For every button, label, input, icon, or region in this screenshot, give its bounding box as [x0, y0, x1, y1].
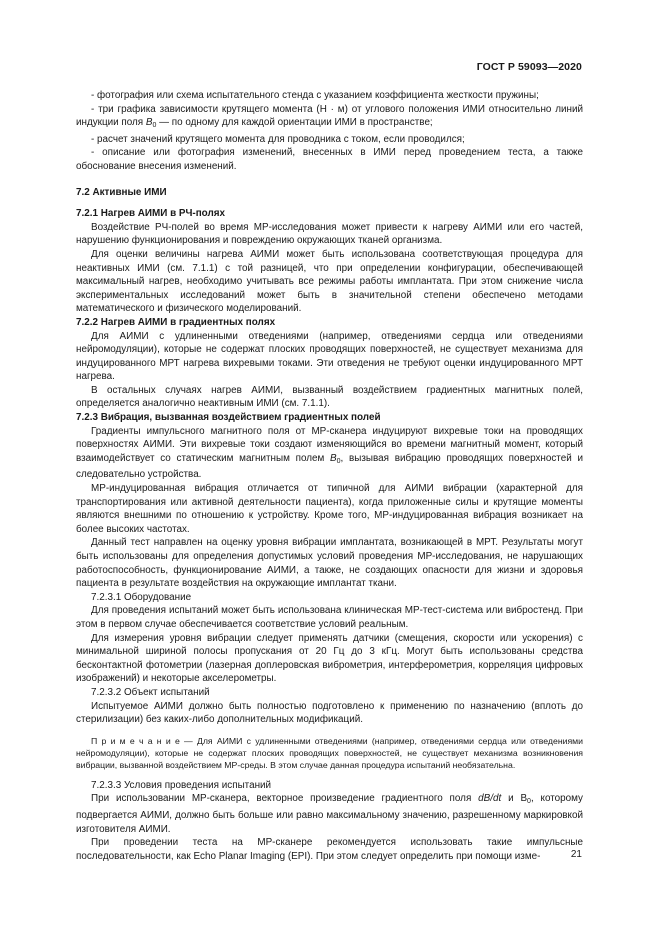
list-item: - расчет значений крутящего момента для проводника с током, если проводился;	[91, 133, 465, 145]
symbol-b: B	[145, 117, 153, 129]
symbol-zero: 0	[336, 457, 341, 465]
symbol-b: B	[330, 452, 337, 464]
subsection-heading-7-2-1: 7.2.1 Нагрев АИМИ в РЧ-полях	[76, 208, 225, 220]
paragraph: Данный тест направлен на оценку уровня вибрации имплантата, возникающей в МРТ. Результаты могут быть использованы для определения допустимых условий проведения МР-исследования, не нарушающих работоспособность, функционирование АИМИ, а также, не создающих опасности для жизни и здоровья пациента в результате воздействия на окружающие имплантат ткани.	[76, 537, 583, 590]
paragraph	[76, 425, 583, 482]
paragraph: Воздействие РЧ-полей во время МР-исследования может привести к нагреву АИМИ или его частей, нарушению функционирования и повреждению окружающих тканей организма.	[76, 221, 583, 247]
document-body	[76, 89, 583, 863]
paragraph: Испытуемое АИМИ должно быть полностью подготовлено к применению по назначению (вплоть до стерилизации) без каких-либо дополнительных модификаций.	[76, 700, 583, 726]
paragraph	[76, 792, 583, 836]
subsection-heading-7-2-3-1: 7.2.3.1 Оборудование	[91, 591, 192, 603]
paragraph: Для измерения уровня вибрации следует применять датчики (смещения, скорости или ускорения) с минимальной шириной полосы пропускания от 20 Гц до 3 кГц. Могут быть использованы средства бесконтактной фотометрии (лазерная доплеровская виброметрия, интерферометрия, корреляция цифровых изображений) и некоторые акселерометры.	[76, 632, 583, 685]
symbol-zero: 0	[527, 798, 531, 806]
paragraph: Для АИМИ с удлиненными отведениями (например, отведениями сердца или отведениями нейромодуляции), которые не содержат плоских проводящих поверхностей, не существует механизма для индуцированного МРТ нагрева вихревыми токами. Эти отведения не требуют оценки индуцированного МРТ нагрева.	[76, 330, 583, 383]
page-number: 21	[570, 849, 582, 860]
standard-header: ГОСТ Р 59093—2020	[476, 61, 582, 73]
subsection-heading-7-2-2: 7.2.2 Нагрев АИМИ в градиентных полях	[76, 316, 276, 328]
list-item: - фотография или схема испытательного стенда с указанием коэффициента жесткости пружины;	[91, 90, 539, 101]
note	[76, 735, 583, 771]
subsection-heading-7-2-3-2: 7.2.3.2 Объект испытаний	[91, 686, 210, 698]
paragraph: Для оценки величины нагрева АИМИ может быть использована соответствующая процедура для неактивных ИМИ (см. 7.1.1) с той разницей, что при определении конфигурации, обеспечивающей максимальный нагрев, необходимо учитывать все режимы работы имплантата. При этом снижение числа экспериментальных исследований может быть в значительной степени обеспечено методами математического и физического моделирований.	[76, 248, 583, 315]
section-heading-7-2: 7.2 Активные ИМИ	[76, 186, 167, 198]
note-text: Для АИМИ с удлиненными отведениями (например, отведениями сердца или отведениями нейромодуляции), которые не содержат плоских проводящих поверхностей, не существует механизма возникновения вибрации, вызванной воздействием МР-среды. В этом случае данная процедура испытаний необязательна.	[76, 735, 584, 770]
paragraph: При проведении теста на МР-сканере рекомендуется использовать такие импульсные последовательности, как Echo Planar Imaging (EPI). При этом следует определить при помощи изме-	[76, 837, 583, 862]
paragraph-text: и B	[501, 793, 528, 805]
paragraph: Для проведения испытаний может быть использована клиническая МР-тест-система или вибростенд. При этом в первом случае обеспечивается соответствие условий реальным.	[76, 605, 583, 630]
paragraph-text: , вызывая вибрацию проводящих поверхностей и следовательно устройства.	[76, 452, 583, 481]
paragraph: МР-индуцированная вибрация отличается от типичной для АИМИ вибрации (характерной для транспортирования или активной деятельности пациента), когда приложенные силы и крутящие моменты являются внешними по отношению к устройству. Кроме того, МР-индуцированная вибрация возникает на более высоких частотах.	[76, 483, 583, 535]
subsection-heading-7-2-3: 7.2.3 Вибрация, вызванная воздействием градиентных полей	[76, 412, 381, 424]
list-item-text: - три графика зависимости крутящего момента (Н · м) от углового положения ИМИ относительно линий индукции поля	[76, 103, 583, 129]
list-item-text: — по одному для каждой ориентации ИМИ в пространстве;	[159, 117, 433, 129]
symbol-zero: 0	[152, 122, 157, 130]
subsection-heading-7-2-3-3: 7.2.3.3 Условия проведения испытаний	[91, 779, 272, 791]
symbol-dbdt: dB/dt	[478, 793, 502, 805]
paragraph: В остальных случаях нагрев АИМИ, вызванный воздействием градиентных магнитных полей, определяется аналогично неактивным ИМИ (см. 7.1.1).	[76, 384, 583, 410]
paragraph-text: При использовании МР-сканера, векторное произведение градиентного поля	[91, 793, 479, 805]
paragraph-text: , которому подвергается АИМИ, должно быть больше или равно максимальному значению, разрешенному маркировкой изготовителя АИМИ.	[76, 793, 583, 835]
list-item	[76, 103, 583, 133]
note-label: П р и м е ч а н и е —	[91, 735, 197, 746]
list-item: - описание или фотография изменений, внесенных в ИМИ перед проведением теста, а также обоснование внесения изменений.	[76, 147, 583, 172]
paragraph-text: Градиенты импульсного магнитного поля от МР-сканера индуцируют вихревые токи на проводящих поверхностях АИМИ. Эти вихревые токи создают изменяющийся во времени магнитный момент, который взаимодействует со статическим магнитным полем	[76, 425, 583, 464]
